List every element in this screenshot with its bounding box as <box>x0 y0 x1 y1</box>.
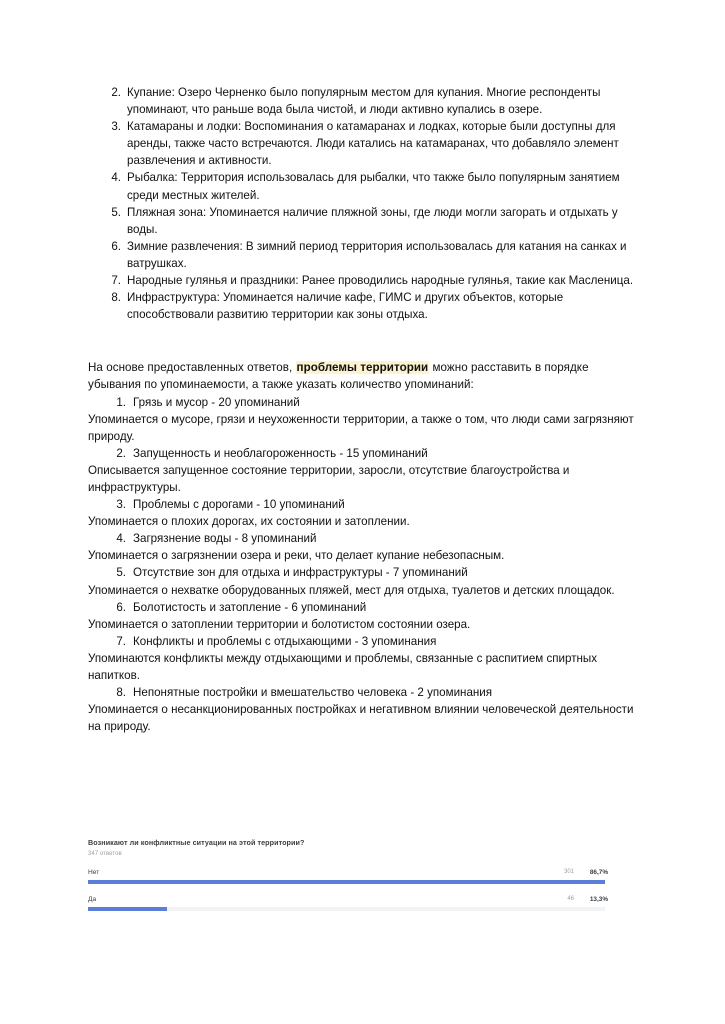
problem-number: 1. <box>116 395 126 409</box>
section-spacer <box>88 323 644 359</box>
problem-heading <box>88 530 644 547</box>
problem-entry <box>88 564 644 598</box>
problem-description: Упоминается о загрязнении озера и реки, что делает купание небезопасным. <box>88 549 505 563</box>
problem-entry <box>88 445 644 496</box>
list-item-number: 4. <box>111 171 121 185</box>
problem-description: Описывается запущенное состояние территории, заросли, отсутствие благоустройства и инфраструктуры. <box>88 463 570 494</box>
list-item-number: 3. <box>111 120 121 134</box>
chart-response-count: 347 ответов <box>88 851 122 857</box>
chart-bar-row <box>88 895 608 922</box>
bar-fill <box>88 880 605 884</box>
list-item-number: 8. <box>111 291 121 305</box>
list-item <box>88 238 644 272</box>
chart-bar-rows <box>88 868 608 922</box>
problem-number: 5. <box>116 566 126 580</box>
list-item-text: Пляжная зона: Упоминается наличие пляжной зоны, где люди могли загорать и отдыхать у воды. <box>127 205 618 236</box>
list-item-number: 7. <box>111 274 121 288</box>
problem-number: 6. <box>116 600 126 614</box>
list-item <box>88 289 644 323</box>
problem-heading <box>88 496 644 513</box>
positive-aspects-list <box>88 84 644 323</box>
problem-description: Упоминается о затоплении территории и болотистом состоянии озера. <box>88 617 471 631</box>
list-item-text: Катамараны и лодки: Воспоминания о катамаранах и лодках, которые были доступны для аренды, также часто встречаются. Люди катались на катамаранах, что добавляло элемент развлечения и активности. <box>127 120 619 168</box>
survey-chart <box>88 838 608 922</box>
bar-category-label: Да <box>88 896 97 903</box>
list-item-text: Народные гулянья и праздники: Ранее проводились народные гулянья, такие как Масленица. <box>127 274 634 288</box>
list-item-number: 6. <box>111 239 121 253</box>
chart-title: Возникают ли конфликтные ситуации на этой территории? <box>88 838 305 847</box>
problem-title: Грязь и мусор - 20 упоминаний <box>133 395 300 409</box>
intro-text-after: можно расставить в порядке убывания по упоминаемости, а также указать количество упоминаний: <box>88 361 589 392</box>
highlighted-phrase: проблемы территории <box>296 361 429 375</box>
problem-title: Отсутствие зон для отдыха и инфраструктуры - 7 упоминаний <box>133 566 468 580</box>
problem-number: 8. <box>116 686 126 700</box>
problem-title: Проблемы с дорогами - 10 упоминаний <box>133 498 345 512</box>
list-item <box>88 118 644 169</box>
list-item <box>88 272 644 289</box>
problem-entry <box>88 394 644 445</box>
list-item <box>88 204 644 238</box>
problem-entry <box>88 530 644 564</box>
bar-percent-label: 86,7% <box>589 869 608 876</box>
problems-intro-paragraph <box>88 359 644 393</box>
intro-text-before: На основе предоставленных ответов, <box>88 361 296 375</box>
problem-heading <box>88 394 644 411</box>
problem-heading <box>88 684 644 701</box>
problem-heading <box>88 564 644 581</box>
bar-count-label: 46 <box>567 896 574 902</box>
problem-entry <box>88 633 644 684</box>
bar-category-label: Нет <box>88 869 100 876</box>
list-item <box>88 169 644 203</box>
bar-fill <box>88 907 167 911</box>
problem-title: Загрязнение воды - 8 упоминаний <box>133 532 317 546</box>
problem-number: 2. <box>116 446 126 460</box>
problem-title: Запущенность и необлагороженность - 15 упоминаний <box>133 446 428 460</box>
list-item-text: Зимние развлечения: В зимний период территория использовалась для катания на санках и ватрушках. <box>127 239 627 270</box>
bar-track <box>88 907 605 911</box>
bar-count-label: 301 <box>563 869 574 875</box>
problem-description: Упоминается о мусоре, грязи и неухоженности территории, а также о том, что люди сами загрязняют природу. <box>88 412 634 443</box>
list-item-number: 2. <box>111 86 121 99</box>
bar-percent-label: 13,3% <box>589 896 608 903</box>
document-body <box>88 84 644 735</box>
problem-number: 3. <box>116 498 126 512</box>
problem-title: Непонятные постройки и вмешательство человека - 2 упоминания <box>133 686 493 700</box>
problem-heading <box>88 633 644 650</box>
problem-description: Упоминается о плохих дорогах, их состоянии и затоплении. <box>88 515 410 529</box>
list-item-text: Инфраструктура: Упоминается наличие кафе, ГИМС и других объектов, которые способствовали развитию территории как зоны отдыха. <box>127 291 564 322</box>
chart-bar-row <box>88 868 608 895</box>
problem-heading <box>88 599 644 616</box>
problem-description: Упоминается о нехватке оборудованных пляжей, мест для отдыха, туалетов и детских площадок. <box>88 583 615 597</box>
problem-number: 4. <box>116 532 126 546</box>
problem-heading <box>88 445 644 462</box>
problem-description: Упоминается о несанкционированных постройках и негативном влиянии человеческой деятельности на природу. <box>88 703 634 734</box>
list-item-text: Рыбалка: Территория использовалась для рыбалки, что также было популярным занятием среди местных жителей. <box>127 171 620 202</box>
list-item <box>88 84 644 118</box>
bar-track <box>88 880 605 884</box>
problem-entry <box>88 684 644 735</box>
problem-entry <box>88 599 644 633</box>
problem-entry <box>88 496 644 530</box>
list-item-number: 5. <box>111 205 121 219</box>
list-item-text: Купание: Озеро Черненко было популярным местом для купания. Многие респонденты упоминают, что раньше вода была чистой, и люди активно купались в озере. <box>127 86 601 117</box>
problem-title: Конфликты и проблемы с отдыхающими - 3 упоминания <box>133 634 437 648</box>
problem-title: Болотистость и затопление - 6 упоминаний <box>133 600 367 614</box>
problem-description: Упоминаются конфликты между отдыхающими и проблемы, связанные с распитием спиртных напитков. <box>88 651 598 682</box>
problem-number: 7. <box>116 634 126 648</box>
